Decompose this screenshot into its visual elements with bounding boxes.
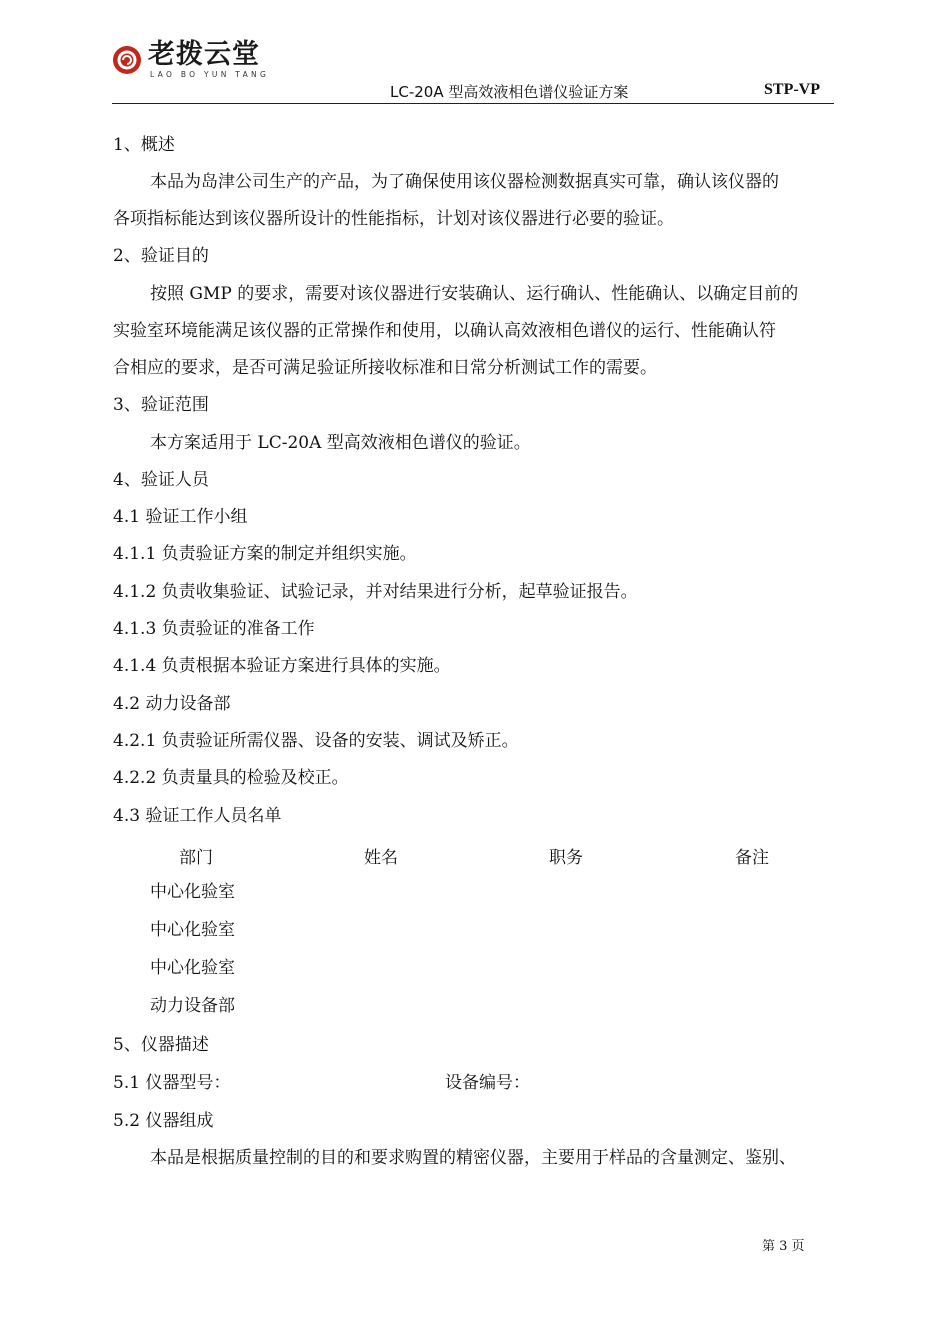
column-header-position: 职务 bbox=[549, 848, 583, 868]
table-row-department: 中心化验室 bbox=[150, 920, 235, 940]
document-title: LC-20A 型高效液相色谱仪验证方案 bbox=[390, 83, 629, 101]
section-4-heading: 4、验证人员 bbox=[113, 470, 209, 490]
item-4-1-3: 4.1.3 负责验证的准备工作 bbox=[113, 619, 315, 639]
section-3-heading: 3、验证范围 bbox=[113, 395, 209, 415]
item-4-1-4: 4.1.4 负责根据本验证方案进行具体的实施。 bbox=[113, 656, 451, 676]
logo-text: 老拨云堂 bbox=[148, 39, 260, 70]
page-number: 第 3 页 bbox=[762, 1239, 805, 1254]
company-logo bbox=[110, 39, 275, 80]
section-1-paragraph-line: 各项指标能达到该仪器所设计的性能指标，计划对该仪器进行必要的验证。 bbox=[113, 209, 674, 229]
section-1-heading: 1、概述 bbox=[113, 135, 175, 155]
section-2-paragraph-line: 实验室环境能满足该仪器的正常操作和使用，以确认高效液相色谱仪的运行、性能确认符 bbox=[113, 321, 776, 341]
document-code: STP-VP bbox=[764, 81, 820, 98]
column-header-name: 姓名 bbox=[364, 848, 398, 868]
column-header-department: 部门 bbox=[179, 848, 213, 868]
section-2-paragraph-line: 按照 GMP 的要求，需要对该仪器进行安装确认、运行确认、性能确认、以确定目前的 bbox=[150, 284, 799, 304]
section-2-paragraph-line: 合相应的要求，是否可满足验证所接收标准和日常分析测试工作的需要。 bbox=[113, 358, 657, 378]
item-5-1-model: 5.1 仪器型号： bbox=[113, 1073, 231, 1093]
table-row-department: 中心化验室 bbox=[150, 958, 235, 978]
item-4-1-2: 4.1.2 负责收集验证、试验记录，并对结果进行分析，起草验证报告。 bbox=[113, 582, 638, 602]
item-4-2-2: 4.2.2 负责量具的检验及校正。 bbox=[113, 768, 349, 788]
subsection-5-2: 5.2 仪器组成 bbox=[113, 1111, 214, 1131]
column-header-remarks: 备注 bbox=[735, 848, 769, 868]
section-5-2-paragraph-line: 本品是根据质量控制的目的和要求购置的精密仪器，主要用于样品的含量测定、鉴别、 bbox=[150, 1148, 796, 1168]
personnel-table-header bbox=[0, 843, 950, 868]
subsection-4-3: 4.3 验证工作人员名单 bbox=[113, 806, 282, 826]
logo-subtext: LAO BO YUN TANG bbox=[150, 70, 270, 79]
table-row-department: 动力设备部 bbox=[150, 996, 235, 1016]
item-4-2-1: 4.2.1 负责验证所需仪器、设备的安装、调试及矫正。 bbox=[113, 731, 519, 751]
subsection-4-2: 4.2 动力设备部 bbox=[113, 694, 231, 714]
section-3-paragraph: 本方案适用于 LC-20A 型高效液相色谱仪的验证。 bbox=[150, 433, 531, 453]
item-5-1-equipment-number: 设备编号： bbox=[445, 1073, 530, 1093]
header-divider bbox=[112, 103, 834, 104]
table-row-department: 中心化验室 bbox=[150, 882, 235, 902]
subsection-4-1: 4.1 验证工作小组 bbox=[113, 507, 248, 527]
section-5-heading: 5、仪器描述 bbox=[113, 1035, 209, 1055]
logo-swirl-icon bbox=[110, 44, 144, 76]
section-2-heading: 2、验证目的 bbox=[113, 246, 209, 266]
section-1-paragraph-line: 本品为岛津公司生产的产品，为了确保使用该仪器检测数据真实可靠，确认该仪器的 bbox=[150, 172, 779, 192]
item-4-1-1: 4.1.1 负责验证方案的制定并组织实施。 bbox=[113, 544, 417, 564]
